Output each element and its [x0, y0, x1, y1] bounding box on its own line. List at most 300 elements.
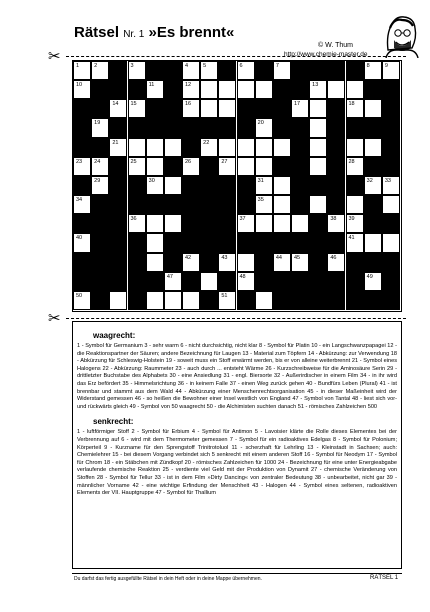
grid-cell[interactable]	[255, 291, 273, 310]
clues-panel	[72, 321, 402, 569]
grid-cell-blocked	[291, 157, 309, 176]
grid-cell-blocked	[346, 253, 364, 272]
footer-note: Du darfst das fertig ausgefüllte Rätsel in dein Heft oder in deine Mappe übernehmen.	[74, 576, 262, 582]
grid-cell-blocked	[346, 118, 364, 137]
grid-cell-blocked	[109, 214, 127, 233]
grid-cell-blocked	[382, 80, 400, 99]
grid-cell-blocked	[382, 138, 400, 157]
grid-cell-blocked	[200, 214, 218, 233]
grid-cell-blocked	[346, 176, 364, 195]
grid-cell[interactable]	[346, 195, 364, 214]
clue-number: 51	[221, 292, 228, 299]
grid-cell-blocked	[200, 176, 218, 195]
grid-cell[interactable]	[128, 99, 146, 118]
grid-cell[interactable]	[182, 61, 200, 80]
clue-number: 35	[257, 197, 264, 204]
grid-cell-blocked	[164, 80, 182, 99]
grid-cell-blocked	[273, 291, 291, 310]
grid-cell-blocked	[128, 233, 146, 252]
grid-cell[interactable]	[364, 272, 382, 291]
grid-cell[interactable]	[218, 253, 236, 272]
grid-cell[interactable]	[273, 138, 291, 157]
grid-cell-blocked	[218, 118, 236, 137]
website-link[interactable]: http://www.chemie-master.de	[284, 51, 368, 58]
grid-cell[interactable]	[164, 176, 182, 195]
grid-cell-blocked	[128, 176, 146, 195]
grid-cell[interactable]	[364, 99, 382, 118]
grid-cell[interactable]	[73, 157, 91, 176]
clue-number: 50	[76, 292, 83, 299]
grid-cell-blocked	[291, 118, 309, 137]
grid-cell-blocked	[309, 233, 327, 252]
grid-cell-blocked	[327, 233, 345, 252]
clue-number: 36	[130, 216, 137, 223]
grid-cell-blocked	[255, 272, 273, 291]
grid-cell-blocked	[309, 253, 327, 272]
grid-cell[interactable]	[291, 214, 309, 233]
grid-cell[interactable]	[200, 99, 218, 118]
grid-cell-blocked	[382, 291, 400, 310]
clue-number: 47	[166, 273, 173, 280]
grid-cell[interactable]	[273, 176, 291, 195]
grid-cell-blocked	[109, 253, 127, 272]
grid-cell-blocked	[164, 157, 182, 176]
grid-cell[interactable]	[382, 233, 400, 252]
grid-cell[interactable]	[182, 99, 200, 118]
grid-cell[interactable]	[146, 214, 164, 233]
clue-number: 17	[294, 101, 301, 108]
grid-cell[interactable]	[73, 291, 91, 310]
grid-cell[interactable]	[146, 233, 164, 252]
grid-cell-blocked	[73, 118, 91, 137]
grid-cell-blocked	[327, 138, 345, 157]
grid-cell[interactable]	[146, 291, 164, 310]
clue-number: 12	[185, 82, 192, 89]
grid-cell[interactable]	[346, 233, 364, 252]
grid-cell-blocked	[309, 61, 327, 80]
grid-cell-blocked	[73, 138, 91, 157]
grid-cell-blocked	[346, 291, 364, 310]
grid-cell-blocked	[327, 195, 345, 214]
puzzle-title	[74, 24, 234, 41]
grid-cell[interactable]	[255, 80, 273, 99]
grid-cell-blocked	[164, 61, 182, 80]
grid-cell-blocked	[273, 233, 291, 252]
grid-cell-blocked	[309, 176, 327, 195]
grid-cell-blocked	[291, 61, 309, 80]
grid-cell[interactable]	[164, 214, 182, 233]
grid-cell-blocked	[164, 118, 182, 137]
grid-cell[interactable]	[91, 157, 109, 176]
footer-divider	[72, 573, 402, 574]
grid-cell-blocked	[91, 272, 109, 291]
grid-cell[interactable]	[255, 138, 273, 157]
across-heading: waagrecht:	[93, 331, 136, 340]
grid-cell-blocked	[382, 272, 400, 291]
grid-cell-blocked	[146, 118, 164, 137]
grid-cell-blocked	[200, 195, 218, 214]
clue-number: 34	[76, 197, 83, 204]
clue-number: 48	[239, 273, 246, 280]
grid-cell-blocked	[291, 80, 309, 99]
grid-cell[interactable]	[146, 176, 164, 195]
grid-cell-blocked	[364, 253, 382, 272]
clue-number: 21	[112, 139, 119, 146]
grid-cell-blocked	[91, 80, 109, 99]
grid-cell[interactable]	[237, 214, 255, 233]
clue-number: 32	[366, 177, 373, 184]
grid-cell[interactable]	[327, 214, 345, 233]
clue-number: 20	[257, 120, 264, 127]
grid-cell-blocked	[346, 61, 364, 80]
grid-cell-blocked	[327, 176, 345, 195]
clue-number: 37	[239, 216, 246, 223]
clue-number: 40	[76, 235, 83, 242]
grid-cell-blocked	[109, 233, 127, 252]
grid-cell[interactable]	[346, 157, 364, 176]
grid-cell-blocked	[291, 272, 309, 291]
author-portrait-icon	[382, 12, 420, 58]
grid-cell-blocked	[382, 214, 400, 233]
grid-cell[interactable]	[182, 253, 200, 272]
clue-number: 29	[94, 177, 101, 184]
grid-cell-blocked	[218, 61, 236, 80]
grid-cell-blocked	[73, 176, 91, 195]
clue-number: 33	[384, 177, 391, 184]
clue-number: 9	[384, 63, 388, 69]
clue-number: 46	[330, 254, 337, 261]
grid-cell[interactable]	[382, 195, 400, 214]
grid-cell[interactable]	[91, 118, 109, 137]
grid-cell-blocked	[164, 99, 182, 118]
grid-cell-blocked	[200, 157, 218, 176]
grid-cell-blocked	[91, 291, 109, 310]
grid-cell[interactable]	[218, 80, 236, 99]
grid-cell-blocked	[164, 233, 182, 252]
grid-cell[interactable]	[164, 291, 182, 310]
clue-number: 5	[203, 63, 207, 69]
grid-cell-blocked	[364, 118, 382, 137]
clue-number: 31	[257, 177, 264, 184]
grid-cell[interactable]	[364, 138, 382, 157]
grid-cell-blocked	[273, 118, 291, 137]
grid-cell-blocked	[200, 233, 218, 252]
clue-number: 30	[148, 177, 155, 184]
grid-cell[interactable]	[237, 157, 255, 176]
grid-cell[interactable]	[237, 138, 255, 157]
grid-cell-blocked	[327, 118, 345, 137]
grid-cell-blocked	[237, 176, 255, 195]
grid-cell-blocked	[327, 157, 345, 176]
grid-cell[interactable]	[164, 138, 182, 157]
grid-cell[interactable]	[309, 195, 327, 214]
grid-cell-blocked	[382, 118, 400, 137]
author-credit: © W. Thum	[318, 42, 353, 49]
grid-cell-blocked	[182, 214, 200, 233]
clue-number: 4	[185, 63, 189, 69]
grid-cell-blocked	[218, 272, 236, 291]
grid-cell-blocked	[382, 253, 400, 272]
grid-cell-blocked	[309, 291, 327, 310]
grid-cell-blocked	[200, 253, 218, 272]
grid-cell-blocked	[91, 233, 109, 252]
clue-number: 24	[94, 158, 101, 165]
grid-cell-blocked	[128, 291, 146, 310]
grid-cell[interactable]	[218, 291, 236, 310]
clue-number: 14	[112, 101, 119, 108]
grid-cell[interactable]	[346, 138, 364, 157]
clue-number: 16	[185, 101, 192, 108]
grid-cell[interactable]	[109, 291, 127, 310]
grid-cell-blocked	[182, 233, 200, 252]
grid-cell[interactable]	[346, 99, 364, 118]
scissors-icon: ✂	[48, 48, 61, 65]
grid-cell[interactable]	[237, 61, 255, 80]
grid-cell-blocked	[255, 99, 273, 118]
grid-cell-blocked	[364, 291, 382, 310]
grid-cell[interactable]	[109, 138, 127, 157]
grid-cell[interactable]	[182, 157, 200, 176]
grid-cell-blocked	[182, 138, 200, 157]
grid-cell-blocked	[109, 80, 127, 99]
grid-cell-blocked	[255, 61, 273, 80]
grid-cell[interactable]	[364, 233, 382, 252]
grid-cell-blocked	[164, 195, 182, 214]
grid-cell-blocked	[364, 214, 382, 233]
grid-cell[interactable]	[73, 61, 91, 80]
clue-number: 41	[348, 235, 355, 242]
grid-cell[interactable]	[255, 195, 273, 214]
grid-cell-blocked	[109, 157, 127, 176]
grid-cell[interactable]	[73, 195, 91, 214]
across-clues: 1 - Symbol für Germanium 3 - sehr warm 6 - nicht durchsichtig, nicht klar 8 - Symbol für Platin 10 - ein Langschwanzpapagei 12 - die Reaktionspartner der Säuren; andere Bezeichnung für Laugen 13 - Material zum Töpfern 14 - Abkürzung: zur Verwendung 18 - Abkürzung für Schleswig-Holstein 19 - soweit muss ein Stoff erwärmt werden, bis er von alleine weiterbrennt 21 - Symbol eines Halogens 22 - Abkürzung: Raummeter 23 - auch durch ... entsteht Wärme 26 - Kurzschreibweise für die Aminosäure Serin 29 - drittletzter Buchstabe des Alphabets 30 - eine Ansiedlung 31 - engl. Biersorte 32 - Außerirdischer in einem Film 34 - in ihr wird das Erz befördert 35 - Himmelsrichtung 36 - in keinem Falle 37 - einen Weg zurück gehen 40 - Bundfürs Leben (Plural) 41 - ist brennbar und stammt aus dem Wald 44 - Abkürzung einer Menschenrechtsorganisation 45 - in dieser Maßeinheit wird der Widerstand gemessen 46 - so heißen die Bewohner einer Insel westlich von England 47 - Symbol von Tantal 48 - liest sich vor- und rückwärts gleich 49 - Symbol von 50 waagrecht 50 - die Alchimisten suchten danach 51 - römisches Zahlzeichen 500	[77, 343, 397, 410]
grid-cell[interactable]	[91, 176, 109, 195]
clue-number: 39	[348, 216, 355, 223]
grid-cell-blocked	[218, 195, 236, 214]
clue-number: 49	[366, 273, 373, 280]
grid-cell[interactable]	[218, 99, 236, 118]
grid-cell-blocked	[327, 291, 345, 310]
cut-line-bottom	[66, 318, 406, 319]
grid-cell-blocked	[146, 272, 164, 291]
grid-cell-blocked	[291, 233, 309, 252]
grid-cell-blocked	[309, 214, 327, 233]
grid-cell[interactable]	[128, 157, 146, 176]
grid-cell[interactable]	[309, 138, 327, 157]
clue-number: 10	[76, 82, 83, 89]
grid-cell-blocked	[346, 272, 364, 291]
grid-cell-blocked	[109, 176, 127, 195]
grid-cell[interactable]	[200, 61, 218, 80]
grid-cell-blocked	[255, 253, 273, 272]
grid-cell[interactable]	[255, 176, 273, 195]
grid-cell-blocked	[200, 291, 218, 310]
page-label: RÄTSEL 1	[370, 575, 399, 581]
grid-cell-blocked	[273, 272, 291, 291]
grid-cell[interactable]	[255, 214, 273, 233]
grid-cell-blocked	[273, 80, 291, 99]
grid-cell[interactable]	[91, 61, 109, 80]
grid-cell-blocked	[273, 99, 291, 118]
grid-cell-blocked	[309, 272, 327, 291]
grid-cell[interactable]	[309, 157, 327, 176]
grid-cell-blocked	[109, 61, 127, 80]
grid-cell-blocked	[237, 99, 255, 118]
clue-number: 23	[76, 158, 83, 165]
grid-cell[interactable]	[218, 157, 236, 176]
grid-cell-blocked	[91, 138, 109, 157]
grid-cell-blocked	[327, 99, 345, 118]
grid-cell[interactable]	[73, 80, 91, 99]
grid-cell[interactable]	[237, 253, 255, 272]
grid-cell[interactable]	[364, 61, 382, 80]
grid-cell[interactable]	[73, 233, 91, 252]
grid-cell-blocked	[182, 118, 200, 137]
grid-cell[interactable]	[346, 80, 364, 99]
grid-cell[interactable]	[309, 99, 327, 118]
grid-cell-blocked	[200, 118, 218, 137]
clue-number: 28	[348, 158, 355, 165]
grid-cell[interactable]	[200, 138, 218, 157]
grid-cell-blocked	[218, 233, 236, 252]
grid-cell[interactable]	[291, 253, 309, 272]
grid-cell[interactable]	[200, 272, 218, 291]
grid-cell-blocked	[237, 118, 255, 137]
grid-cell-blocked	[73, 99, 91, 118]
grid-cell[interactable]	[327, 253, 345, 272]
grid-cell[interactable]	[273, 253, 291, 272]
clue-number: 27	[221, 158, 228, 165]
grid-cell[interactable]	[327, 80, 345, 99]
grid-cell-blocked	[146, 99, 164, 118]
grid-cell[interactable]	[128, 138, 146, 157]
clue-number: 42	[185, 254, 192, 261]
grid-cell[interactable]	[200, 80, 218, 99]
grid-cell[interactable]	[346, 214, 364, 233]
clue-number: 13	[312, 82, 319, 89]
clue-number: 11	[148, 82, 155, 89]
grid-cell-blocked	[182, 272, 200, 291]
grid-cell-blocked	[146, 61, 164, 80]
grid-cell-blocked	[291, 138, 309, 157]
grid-cell[interactable]	[182, 80, 200, 99]
grid-cell[interactable]	[255, 157, 273, 176]
grid-cell-blocked	[218, 214, 236, 233]
grid-cell-blocked	[364, 157, 382, 176]
clue-number: 25	[130, 158, 137, 165]
clue-number: 1	[76, 63, 80, 69]
grid-cell[interactable]	[164, 272, 182, 291]
grid-cell-blocked	[273, 157, 291, 176]
grid-cell[interactable]	[237, 272, 255, 291]
grid-cell[interactable]	[273, 214, 291, 233]
grid-cell[interactable]	[218, 138, 236, 157]
grid-cell[interactable]	[182, 291, 200, 310]
grid-cell-blocked	[291, 291, 309, 310]
clue-number: 2	[94, 63, 98, 69]
grid-cell-blocked	[382, 99, 400, 118]
grid-cell-blocked	[364, 195, 382, 214]
grid-cell[interactable]	[146, 157, 164, 176]
grid-cell[interactable]	[146, 138, 164, 157]
grid-cell-blocked	[91, 253, 109, 272]
grid-cell-blocked	[128, 118, 146, 137]
grid-cell-blocked	[255, 233, 273, 252]
clue-number: 6	[239, 63, 243, 69]
grid-cell[interactable]	[237, 80, 255, 99]
cut-line-top	[66, 56, 406, 57]
grid-cell[interactable]	[109, 99, 127, 118]
grid-cell-blocked	[291, 176, 309, 195]
crossword-grid	[72, 60, 402, 312]
grid-cell-blocked	[146, 195, 164, 214]
grid-cell-blocked	[128, 272, 146, 291]
clue-number: 44	[275, 254, 282, 261]
clue-number: 7	[275, 63, 279, 69]
clue-number: 15	[130, 101, 137, 108]
grid-cell-blocked	[237, 195, 255, 214]
grid-cell-blocked	[128, 195, 146, 214]
clue-number: 8	[366, 63, 370, 69]
grid-cell[interactable]	[382, 176, 400, 195]
grid-cell-blocked	[128, 80, 146, 99]
grid-cell-blocked	[73, 253, 91, 272]
grid-cell-blocked	[164, 253, 182, 272]
grid-cell[interactable]	[309, 118, 327, 137]
grid-cell[interactable]	[382, 61, 400, 80]
grid-cell-blocked	[91, 99, 109, 118]
grid-cell-blocked	[182, 176, 200, 195]
title-number: Nr. 1	[123, 29, 145, 40]
clue-number: 38	[330, 216, 337, 223]
grid-cell-blocked	[73, 214, 91, 233]
grid-cell[interactable]	[255, 118, 273, 137]
grid-cell-blocked	[91, 214, 109, 233]
down-heading: senkrecht:	[93, 417, 134, 427]
grid-cell-blocked	[109, 272, 127, 291]
clue-number: 43	[221, 254, 228, 261]
clue-number: 18	[348, 101, 355, 108]
grid-cell[interactable]	[146, 253, 164, 272]
title-name: »Es brennt«	[148, 24, 235, 41]
grid-cell[interactable]	[128, 214, 146, 233]
grid-cell-blocked	[291, 195, 309, 214]
grid-cell-blocked	[109, 195, 127, 214]
clue-number: 19	[94, 120, 101, 127]
grid-cell[interactable]	[364, 176, 382, 195]
grid-cell[interactable]	[273, 61, 291, 80]
title-main: Rätsel	[74, 24, 120, 41]
grid-cell[interactable]	[273, 195, 291, 214]
grid-cell-blocked	[73, 272, 91, 291]
clue-number: 26	[185, 158, 192, 165]
grid-cell-blocked	[364, 80, 382, 99]
grid-cell[interactable]	[309, 80, 327, 99]
clue-number: 45	[294, 254, 301, 261]
grid-cell[interactable]	[146, 80, 164, 99]
clue-number: 3	[130, 63, 134, 69]
grid-cell-blocked	[128, 253, 146, 272]
grid-cell-blocked	[327, 272, 345, 291]
scissors-icon: ✂	[48, 310, 61, 327]
grid-cell-blocked	[237, 233, 255, 252]
clue-number: 22	[203, 139, 210, 146]
grid-cell-blocked	[91, 195, 109, 214]
grid-cell-blocked	[327, 61, 345, 80]
grid-cell[interactable]	[291, 99, 309, 118]
grid-cell-blocked	[182, 195, 200, 214]
grid-cell[interactable]	[128, 61, 146, 80]
